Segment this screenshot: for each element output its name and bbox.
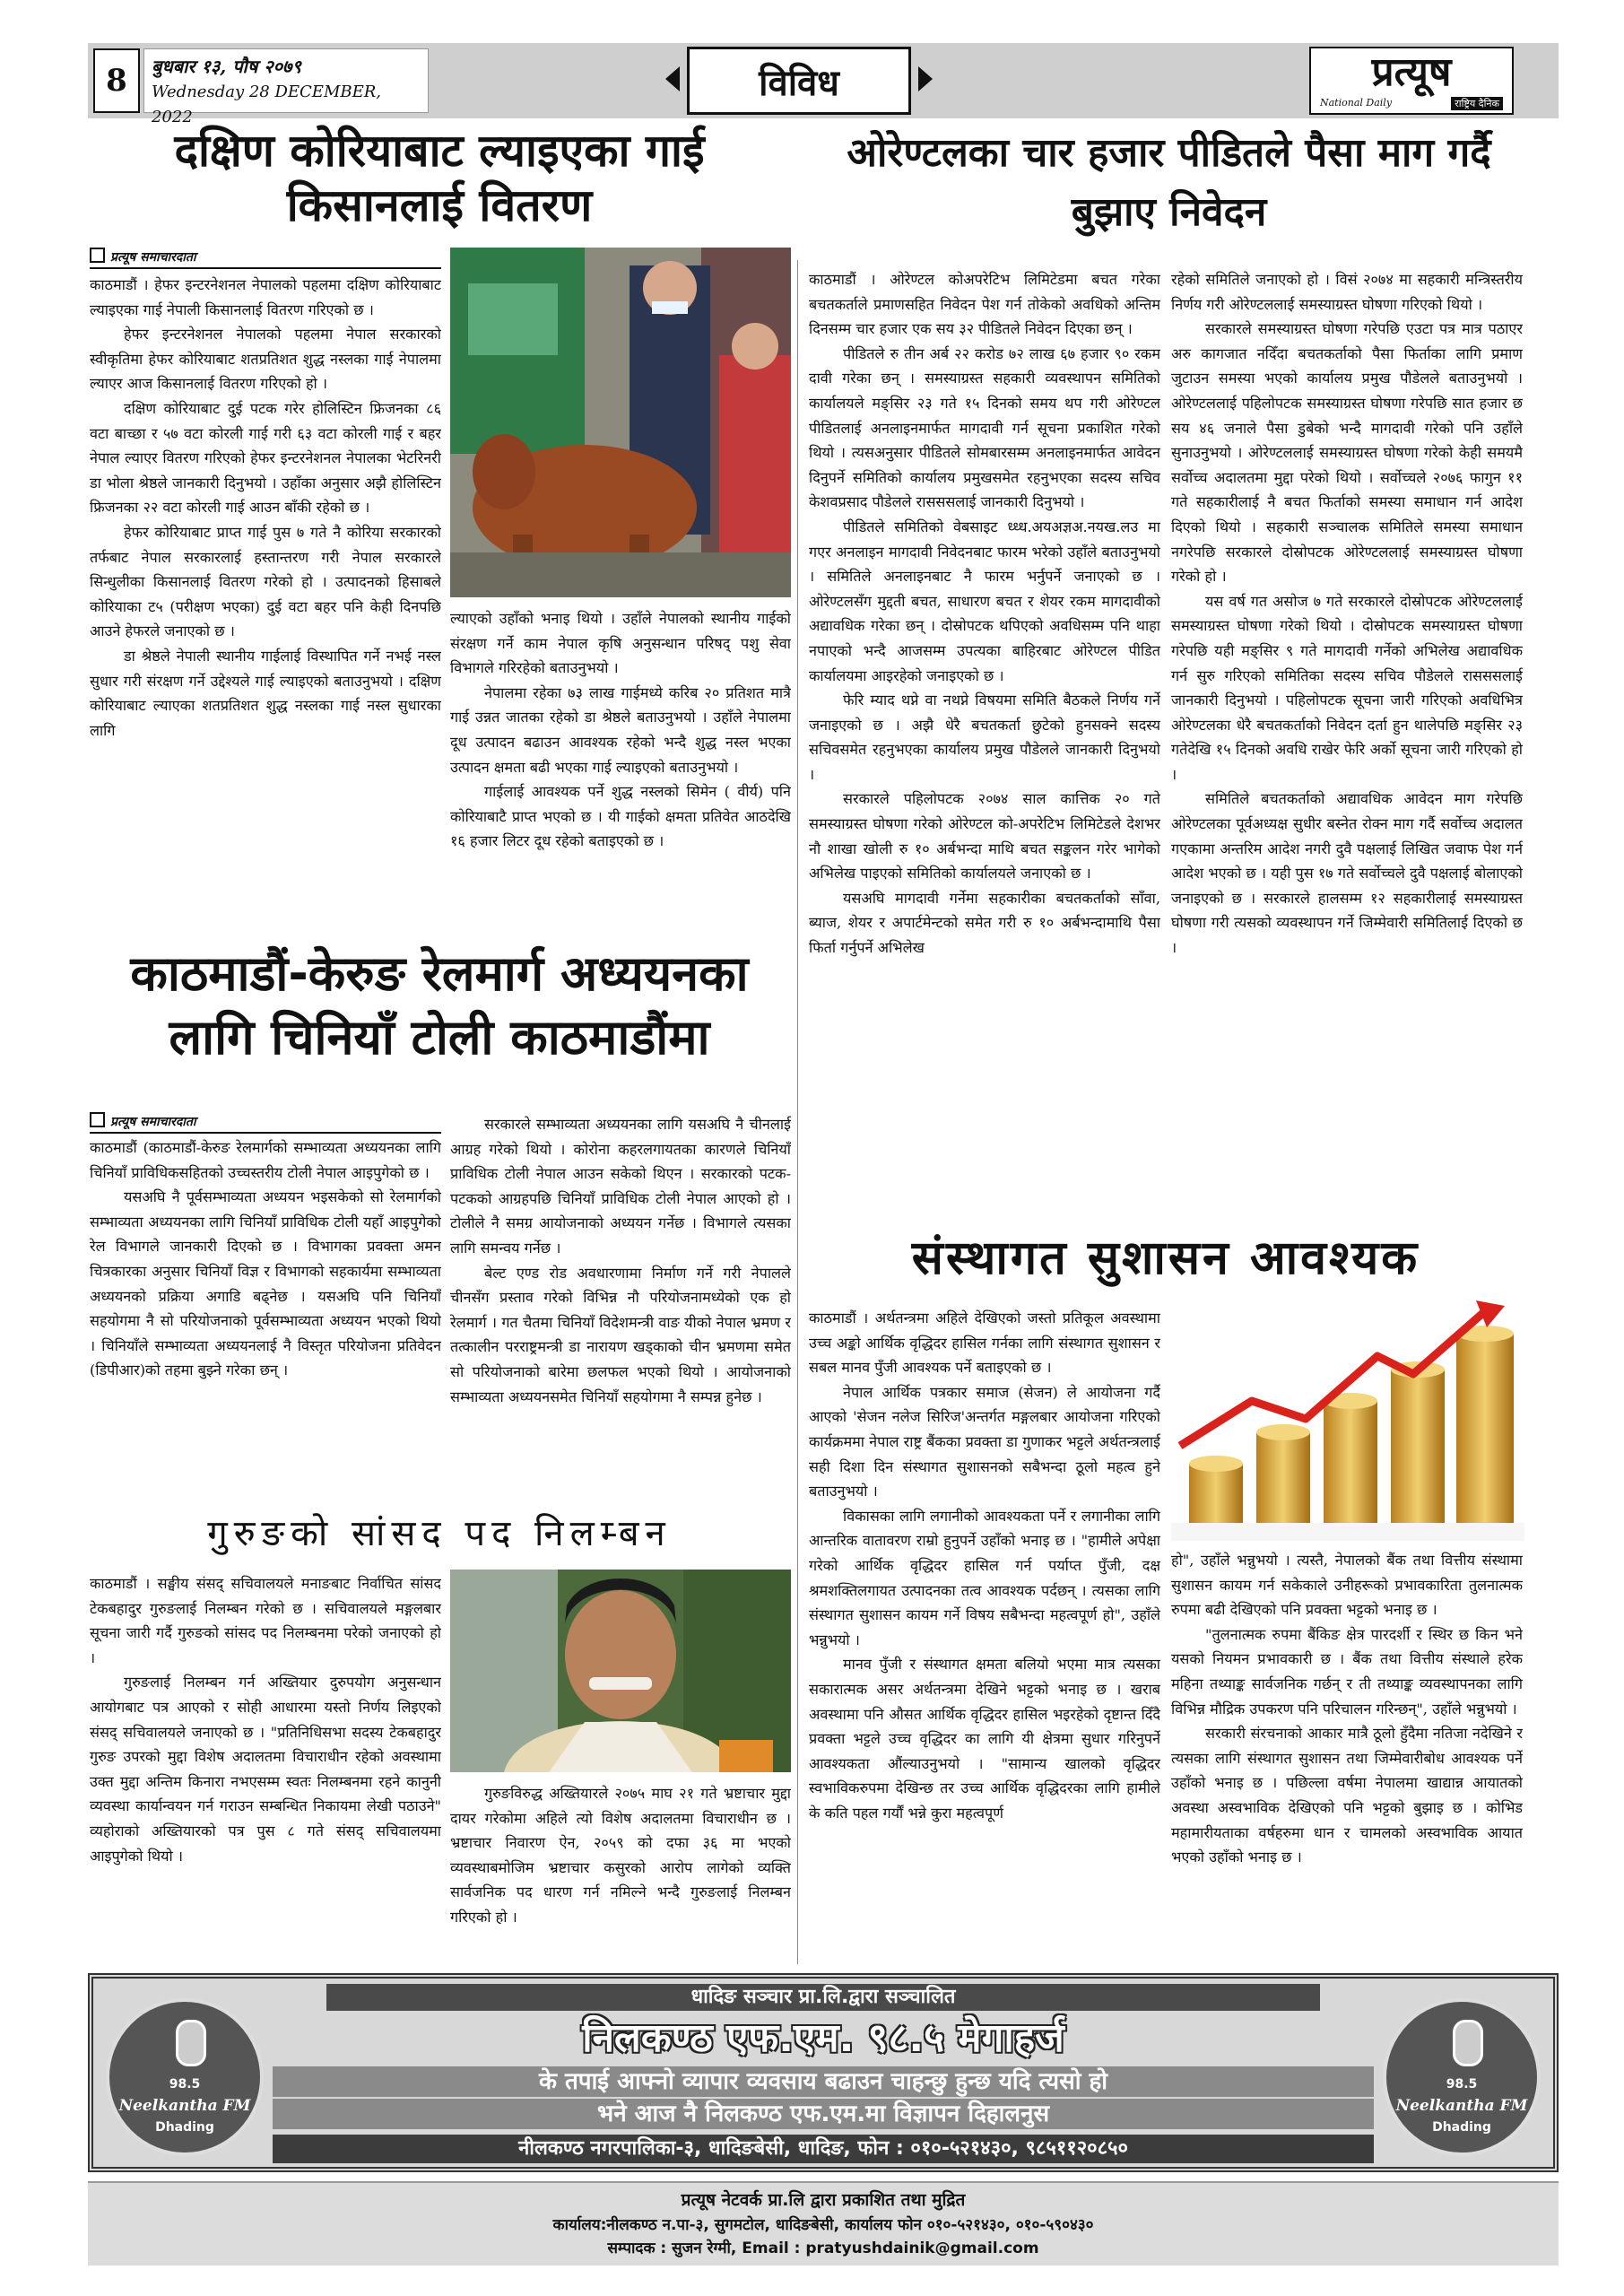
logo-sub-left: National Daily (1320, 97, 1393, 109)
fm-name-left: Neelkantha FM (118, 2097, 251, 2115)
fm-freq-left: 98.5 (169, 2077, 201, 2092)
paragraph: फेरि म्याद थप्ने वा नथप्ने विषयमा समिति बैठकले निर्णय गर्ने जनाइएको छ । अझै धेरै बचतकर्ता छुटेको हुनसक्ने सदस्य सचिवसमेत रहनुभएका कार्यालय प्रमुख पौडेलले जानकारी दिनुभयो । (809, 691, 1160, 783)
fm-logo-right (1383, 1998, 1541, 2156)
rail-col1 (90, 1135, 441, 1498)
ad-title: निलकण्ठ एफ.एम. ९८.५ मेगाहर्ज (582, 2015, 1064, 2061)
fm-advertisement[interactable] (88, 1973, 1559, 2172)
paragraph: गुरुङविरुद्ध अख्तियारले २०७५ माघ २१ गते भ्रष्टाचार मुद्दा दायर गरेकोमा अहिले त्यो विशेष अदालतमा विचाराधीन छ । भ्रष्टाचार निवारण ऐन, २०५९ को दफा ३६ मा भएको व्यवस्थाबमोजिम भ्रष्टाचार कसुरको आरोप लागेको व्यक्ति सार्वजनिक पद धारण गर्न नमिल्ने भन्दै गुरुङलाई निलम्बन गरिएको हो । (450, 1785, 791, 1926)
orient-col2 (1171, 267, 1523, 1225)
paragraph: ल्याएको उहाँको भनाइ थियो । उहाँले नेपालको स्थानीय गाईको संरक्षण गर्ने काम नेपाल कृषि अनुसन्धान परिषद् पशु सेवा विभागले गरिरहेको बताउनुभयो । (450, 610, 791, 677)
paragraph: सरकारी संरचनाको आकार मात्रै ठूलो हुँदैमा नतिजा नदेखिने र त्यसका लागि संस्थागत सुशासन तथा जिम्मेवारीबोध आवश्यक पर्ने उहाँको भनाइ छ । पछिल्ला वर्षमा नेपालमा खाद्यान्न आयातको अवस्था अस्वभाविक देखिएको पनि भट्टको बुझाइ छ । कोभिड महामारीयताका वर्षहरुमा धान र चामलको अस्वभाविक आयात भएको उहाँको भनाइ छ । (1171, 1725, 1523, 1866)
microphone-icon (1453, 2020, 1483, 2066)
logo-sub-right: राष्ट्रिय दैनिक (1451, 97, 1503, 110)
cow-col2 (450, 606, 791, 940)
right-arrow-icon (918, 66, 933, 91)
paragraph: गाईलाई आवश्यक पर्ने शुद्ध नस्लको सिमेन ( वीर्य) पनि कोरियाबाटै प्राप्त भएको छ । यी गाईको क्षमता प्रतिवेत आठदेखि १६ हजार लिटर दूध रहेको बताइएको छ । (450, 783, 791, 850)
orient-headline-line1: ओरेण्टलका चार हजार पीडितले पैसा माग गर्दै (847, 130, 1491, 176)
date-box (143, 48, 429, 126)
fm-logo-left (106, 1998, 264, 2156)
governance-headline: संस्थागत सुशासन आवश्यक (911, 1231, 1420, 1285)
column-rule (797, 260, 798, 1964)
logo-name: प्रत्यूष (1371, 49, 1452, 95)
paragraph: यस वर्ष गत असोज ७ गते सरकारले दोस्रोपटक ओरेण्टललाई समस्याग्रस्त घोषणा गरेको थियो । दोस्रोपटक समस्याग्रस्त घोषणा गरेपछि यही मङ्सिर ९ गते मागदावी गर्नेको अभिलेख अद्यावधिक गर्न सुरु गरिएको समितिका सदस्य सचिव पौडेलले रासससलाई जानकारी दिनुभयो । पहिलोपटक सूचना जारी गरिएको अवधिभित्र ओरेण्टलका धेरै बचतकर्ताको निवेदन दर्ता हुन थालेपछि मङ्सिर २३ गतेदेखि १५ दिनको अवधि राखेर फेरि अर्को सूचना जारी गरिएको हो । (1171, 592, 1523, 783)
gurung-photo (450, 1570, 791, 1772)
section-title: विविध (759, 62, 839, 104)
cow-photo-illustration (450, 248, 791, 597)
date-nepali: बुधबार १३, पौष २०७९ (152, 56, 301, 77)
paragraph: काठमाडौं । अर्थतन्त्रमा अहिले देखिएको जस्तो प्रतिकूल अवस्थामा उच्च अङ्को आर्थिक वृद्धिदर हासिल गर्नका लागि संस्थागत सुशासन र सबल मानव पुँजी आवश्यक पर्ने बताइएको छ । (809, 1309, 1160, 1377)
imprint-footer (88, 2181, 1559, 2266)
cow-byline: प्रत्यूष समाचारदाता (90, 248, 441, 269)
coins-growth-graphic (1171, 1293, 1524, 1541)
cow-headline (90, 124, 789, 233)
page-number-box (93, 48, 140, 113)
paragraph: गुरुङलाई निलम्बन गर्न अख्तियार दुरुपयोग अनुसन्धान आयोगबाट पत्र आएको र सोही आधारमा यस्तो निर्णय लिइएको संसद् सचिवालयले जनाएको छ । "प्रतिनिधिसभा सदस्य टेकबहादुर गुरुङ उपरको मुद्दा विशेष अदालतमा विचाराधीन रहेको अवस्थामा उक्त मुद्दा अन्तिम किनारा नभएसम्म स्वतः निलम्बनमा रहने कानुनी व्यवस्था कार्यान्वयन गर्न गराउन सम्बन्धित निकायमा लेखी पठाउने" व्यहोराको अख्तियारको पत्र पुस ८ गते संसद् सचिवालयमा आइपुगेको थियो । (90, 1674, 441, 1865)
paragraph: "तुलनात्मक रुपमा बैंकिङ क्षेत्र पारदर्शी र स्थिर छ किन भने यसको नियमन प्रभावकारी छ । बैंक तथा वित्तीय संस्थाले हरेक महिना तथ्याङ्क सार्वजनिक गर्छन् र ती तथ्याङ्क व्यवस्थापनका लागि विभिन्न मौद्रिक उपकरण पनि परिचालन गरिन्छन्", उहाँले भन्नुभयो । (1171, 1625, 1523, 1718)
byline-box-icon (90, 248, 105, 263)
fm-place-left: Dhading (155, 2120, 214, 2135)
paragraph: पीडितले रु तीन अर्ब २२ करोड ७२ लाख ६७ हजार ९० रकम दावी गरेका छन् । समस्याग्रस्त सहकारी व्यवस्थापन समितिको कार्यालयले मङ्सिर २३ गते १५ दिनको समय थप गरी ओरेण्टल पीडितलाई अनलाइनमार्फत मागदावी गर्न सूचना प्रकाशित गरेको थियो । त्यसअनुसार पीडितले सोमबारसम्म अनलाइनमार्फत आवेदन दिनुपर्ने समितिको कार्यालय प्रमुखसमेत रहनुभएका सदस्य सचिव केशवप्रसाद पौडेलले रासससलाई जानकारी दिनुभयो । (809, 344, 1160, 511)
governance-col1 (809, 1306, 1160, 1966)
rail-headline (90, 942, 789, 1070)
cow-col1 (90, 273, 441, 940)
newspaper-logo (1309, 47, 1514, 115)
paragraph: यसअघि मागदावी गर्नेमा सहकारीका बचतकर्ताको साँवा, ब्याज, शेयर र अपार्टमेन्टको समेत गरी रु १० अर्बभन्दामाथि पैसा फिर्ता गर्नुपर्ने अभिलेख (809, 889, 1160, 957)
left-arrow-icon (665, 66, 680, 91)
paragraph: काठमाडौं । हेफर इन्टरनेशनल नेपालको पहलमा दक्षिण कोरियाबाट ल्याइएका गाई नेपाली किसानलाई वितरण गरिएको छ । (90, 276, 441, 318)
paragraph: मानव पुँजी र संस्थागत क्षमता बलियो भएमा मात्र त्यसका सकारात्मक असर अर्थतन्त्रमा देखिने भट्टको भनाइ छ । खराब अवस्थामा पनि औसत आर्थिक वृद्धिदर हासिल भइरहेको दृष्टान्त दिँदै प्रवक्ता भट्टले उच्च वृद्धिदर का लागि यी क्षेत्रमा सुधार गरिनुपर्ने आवश्यकता औंल्याउनुभयो । "सामान्य खालको वृद्धिदर स्वभाविकरुपमा देखिन्छ तर उच्च आर्थिक वृद्धिदरका लागि हामीले के कति पहल गर्यौं भन्ने कुरा महत्वपूर्ण (809, 1656, 1160, 1822)
fm-place-right: Dhading (1432, 2120, 1491, 2135)
paragraph: नेपाल आर्थिक पत्रकार समाज (सेजन) ले आयोजना गर्दै आएको 'सेजन नलेज सिरिज'अन्तर्गत मङ्गलबार आयोजना गरिएको कार्यक्रममा नेपाल राष्ट्र बैंकका प्रवक्ता डा गुणाकर भट्टले अर्थतन्त्रलाई सही दिशा दिन संस्थागत सुशासनको सबैभन्दा ठूलो महत्व हुने बताउनुभयो । (809, 1383, 1160, 1500)
paragraph: पीडितले समितिको वेबसाइट ध्ध्ध.अयअज्ञअ.नयख.लउ मा गएर अनलाइन मागदावी निवेदनबाट फारम भरेको उहाँले बताउनुभयो । समितिले अनलाइनबाट नै फारम भर्नुपर्ने जनाएको छ । ओरेण्टलसँग मुद्दती बचत, साधारण बचत र शेयर रकम मागदावीको अद्यावधिक गरेका छन् । दोस्रोपटक थपिएको अवधिसम्म पनि थाहा नपाएको भन्दै आजसम्म उपत्यका बाहिरबाट ओरेण्टल पीडित कार्यालयमा आइरहेको जनाइएको छ । (809, 517, 1160, 684)
fm-freq-right: 98.5 (1446, 2077, 1478, 2092)
ad-top-bar: धादिङ सञ्चार प्रा.लि.द्वारा सञ्चालित (326, 1984, 1320, 2011)
governance-col2 (1171, 1548, 1523, 1966)
gurung-headline: गुरुङको सांसद पद निलम्बन (207, 1513, 672, 1554)
paragraph: डा श्रेष्ठले नेपाली स्थानीय गाईलाई विस्थापित गर्ने नभई नस्ल सुधार गरी संरक्षण गर्ने उद्देश्यले गाई ल्याइएको बताउनुभयो । दक्षिण कोरियाबाट ल्याएका शतप्रतिशत शुद्ध नस्लका गाई नस्ल सुधारका लागि (90, 647, 441, 739)
page-number: 8 (106, 63, 127, 99)
cow-photo (450, 248, 791, 597)
paragraph: हो", उहाँले भन्नुभयो । त्यस्तै, नेपालको बैंक तथा वित्तीय संस्थामा सुशासन कायम गर्न सकेकाले उनीहरूको प्रभावकारिता तुलनात्मक रुपमा बढी देखिएको पनि प्रवक्ता भट्टको भनाइ छ । (1171, 1552, 1523, 1619)
paragraph: काठमाडौं । सङ्घीय संसद् सचिवालयले मनाङबाट निर्वाचित सांसद टेकबहादुर गुरुङलाई निलम्बन गरेको छ । सचिवालयले मङ्गलबार सूचना जारी गर्दै गुरुङको सांसद पद निलम्बनमा परेको जनाएको हो । (90, 1575, 441, 1666)
paragraph: काठमाडौं । ओरेण्टल कोअपरेटिभ लिमिटेडमा बचत गरेका बचतकर्ताले प्रमाणसहित निवेदन पेश गर्न तोकेको अवधिको अन्तिम दिनसम्म चार हजार एक सय ३२ पीडितले निवेदन दिएका छन् । (809, 271, 1160, 338)
imprint-publisher: प्रत्यूष नेटवर्क प्रा.लि द्वारा प्रकाशित तथा मुद्रित (681, 2190, 966, 2210)
fm-name-right: Neelkantha FM (1395, 2097, 1528, 2115)
imprint-office: कार्यालय:नीलकण्ठ न.पा-३, सुगमटोल, धादिङबेसी, कार्यालय फोन ०१०-५२१४३०, ०१०-५९०४३० (552, 2216, 1094, 2234)
rail-headline-line2: लागि चिनियाँ टोली काठमाडौंमा (169, 1009, 710, 1066)
gurung-col1 (90, 1571, 441, 1966)
orient-col1 (809, 267, 1160, 1225)
paragraph: हेफर इन्टरनेशनल नेपालको पहलमा नेपाल सरकारको स्वीकृतिमा हेफर कोरियाबाट शतप्रतिशत शुद्ध नस्लका गाई नेपालमा ल्याएर आज किसानलाई वितरण गरिएको हो । (90, 326, 441, 393)
paragraph: सरकारले समस्याग्रस्त घोषणा गरेपछि एउटा पत्र मात्र पठाएर अरु कागजात नदिँदा बचतकर्ताको पैसा फिर्ताका लागि प्रमाण जुटाउन समस्या भएको कार्यालय प्रमुख पौडेलले बताउनुभयो । ओरेण्टललाई पहिलोपटक समस्याग्रस्त घोषणा गरेपछि सात हजार छ सय ४६ जनाले पैसा डुबेको भन्दै मागदावी गरेको पनि उहाँले सुनाउनुभयो । ओरेण्टललाई समस्याग्रस्त घोषणा गरेको केही समयमै सर्वोच्च अदालतमा मुद्दा परेको थियो । सर्वोच्चले २०७६ फागुन ११ गते सहकारीलाई नै बचत फिर्ताको समस्या समाधान गर्न आदेश दिएको थियो । सहकारी सञ्चालक समितिले समस्या समाधान नगरेपछि सरकारले दोस्रोपटक ओरेण्टललाई समस्याग्रस्त घोषणा गरेको हो । (1171, 320, 1523, 586)
imprint-editor: सम्पादक : सुजन रेग्मी, Email : pratyushdainik@gmail.com (607, 2239, 1039, 2257)
paragraph: नेपालमा रहेका ७३ लाख गाईमध्ये करिब २० प्रतिशत मात्रै गाई उन्नत जातका रहेको डा श्रेष्ठले बताउनुभयो । उहाँले नेपालमा दूध उत्पादन बढाउन आवश्यक रहेको भन्दै शुद्ध नस्ल भएका उत्पादन क्षमता बढी भएका गाई ल्याइएको बताउनुभयो । (450, 683, 791, 776)
cow-headline-line1: दक्षिण कोरियाबाट ल्याइएका गाई (174, 125, 705, 177)
microphone-icon (176, 2020, 206, 2066)
orient-headline (803, 124, 1534, 242)
paragraph: विकासका लागि लगानीको आवश्यकता पर्ने र लगानीका लागि आन्तरिक वातावरण राम्रो हुनुपर्ने उहाँको भनाइ छ । "हामीले अपेक्षा गरेको आर्थिक वृद्धिदर हासिल गर्न पर्याप्त पुँजी, दक्ष श्रमशक्तिलगायत उत्पादनका तत्व आवश्यक पर्दछन् । त्यसका लागि संस्थागत सुशासन कायम गर्ने विषय सबैभन्दा महत्वपूर्ण हो", उहाँले भन्नुभयो । (809, 1507, 1160, 1648)
gurung-col2 (450, 1781, 791, 1966)
ad-line3: भने आज नै निलकण्ठ एफ.एम.मा विज्ञापन दिहालनुस (273, 2099, 1374, 2129)
cow-headline-line2: किसानलाई वितरण (286, 179, 593, 231)
paragraph: दक्षिण कोरियाबाट दुई पटक गरेर होलिस्टिन फ्रिजनका ८६ वटा बाच्छा र ५७ वटा कोरली गाई गरी ६३ वटा कोरली गाई र बहर नेपाल ल्याएर वितरण गरिएको हेफर इन्टरनेशनल नेपालका भेटरिनरी डा भोला श्रेष्ठले जानकारी दिनुभयो । उहाँका अनुसार अझै होलिस्टिन फ्रिजनका २२ वटा कोरली गाई आउन बाँकी रहेको छ । (90, 399, 441, 517)
paragraph: यसअघि नै पूर्वसम्भाव्यता अध्ययन भइसकेको सो रेलमार्गको सम्भाव्यता अध्ययनका लागि चिनियाँ प्राविधिक टोली यहाँ आइपुगेको रेल विभागले जानकारी दिएको छ । विभागका प्रवक्ता अमन चित्रकारका अनुसार चिनियाँ विज्ञ र विभागको सहकार्यमा सम्भाव्यता अध्ययनको प्रक्रिया अगाडि बढ्नेछ । यसअघि पनि चिनियाँ सहयोगमा नै सो परियोजनाको पूर्वसम्भाव्यता अध्ययन भएको थियो । चिनियाँले सम्भाव्यता अध्ययनलाई नै विस्तृत परियोजना प्रतिवेदन (डिपीआर)को तहमा बुझ्ने गरेका छन् । (90, 1188, 441, 1379)
paragraph: काठमाडौं (काठमाडौं-केरुङ रेलमार्गको सम्भाव्यता अध्ययनका लागि चिनियाँ प्राविधिकसहितको उच्चस्तरीय टोली नेपाल आइपुगेको छ । (90, 1139, 441, 1181)
orient-headline-line2: बुझाए निवेदन (1071, 189, 1267, 235)
coins-illustration (1171, 1293, 1524, 1541)
ad-line2: के तपाई आफ्नो व्यापार व्यवसाय बढाउन चाहन्छु हुन्छ यदि त्यसो हो (273, 2066, 1374, 2097)
paragraph: सरकारले पहिलोपटक २०७४ साल कात्तिक २० गते समस्याग्रस्त घोषणा गरेको ओरेण्टल को-अपरेटिभ लिमिटेडले देशभर नौ शाखा खोली रु १० अर्बभन्दा माथि बचत सङ्कलन गरेर भागेको अभिलेख पाइएको समितिको कार्यालयले जनाएको छ । (809, 790, 1160, 883)
paragraph: सरकारले सम्भाव्यता अध्ययनका लागि यसअघि नै चीनलाई आग्रह गरेको थियो । कोरोना कहरलगायतका कारणले चिनियाँ प्राविधिक टोली नेपाल आउन सकेको थिएन । सरकारको पटक-पटकको आग्रहपछि चिनियाँ प्राविधिक टोली नेपाल आएको हो । टोलीले नै समग्र आयोजनाको अध्ययन गर्नेछ । विभागले त्यसका लागि समन्वय गर्नेछ । (450, 1116, 791, 1257)
paragraph: समितिले बचतकर्ताको अद्यावधिक आवेदन माग गरेपछि ओरेण्टलका पूर्वअध्यक्ष सुधीर बस्नेत रोक्न माग गर्दै सर्वोच्च अदालत गएकामा अन्तरिम आदेश नगरी दुवै पक्षलाई लिखित जवाफ पेश गर्न आदेश भएको छ । यही पुस १७ गते सर्वोच्चले दुवै पक्षलाई बोलाएको जनाइएको छ । सरकारले हालसम्म १२ सहकारीलाई समस्याग्रस्त घोषणा गरी त्यसको व्यवस्थापन गर्ने जिम्मेवारी समितिलाई दिएको छ । (1171, 790, 1523, 957)
ad-bottom-bar: नीलकण्ठ नगरपालिका-३, धादिङबेसी, धादिङ, फोन : ०१०-५२१४३०, ९८५११२०८५० (273, 2135, 1374, 2163)
date-english: Wednesday 28 DECEMBER, 2022 (152, 83, 382, 126)
rail-col2 (450, 1112, 791, 1498)
paragraph: रहेको समितिले जनाएको हो । विसं २०७४ मा सहकारी मन्त्रिस्तरीय निर्णय गरी ओरेण्टललाई समस्याग्रस्त घोषणा गरिएको थियो । (1171, 271, 1523, 313)
byline-box-icon (90, 1112, 105, 1127)
portrait-illustration (450, 1570, 791, 1772)
paragraph: हेफर कोरियाबाट प्राप्त गाई पुस ७ गते नै कोरिया सरकारको तर्फबाट नेपाल सरकारलाई हस्तान्तरण गरी नेपाल सरकारले सिन्धुलीका किसानलाई वितरण गरेको हो । उत्पादनको हिसाबले कोरियाका ट५ (परीक्षण भएका) दुई वटा बहर पनि केही दिनपछि आउने हेफरले जनाएको छ । (90, 523, 441, 640)
rail-headline-line1: काठमाडौं-केरुङ रेलमार्ग अध्ययनका (130, 945, 749, 1002)
paragraph: बेल्ट एण्ड रोड अवधारणामा निर्माण गर्ने गरी नेपालले चीनसँग प्रस्ताव गरेको विभिन्न नौ परियोजनामध्येको एक हो रेलमार्ग । गत चैतमा चिनियाँ विदेशमन्त्री वाङ यीको नेपाल भ्रमण र तत्कालीन परराष्ट्रमन्त्री डा नारायण खड्काको चीन भ्रमणमा समेत सो परियोजनाको बारेमा छलफल भएको थियो । आयोजनाको सम्भाव्यता अध्ययनसमेत चिनियाँ सहयोगमा नै सम्पन्न हुनेछ । (450, 1264, 791, 1405)
section-box (687, 47, 911, 115)
rail-byline: प्रत्यूष समाचारदाता (90, 1112, 441, 1134)
